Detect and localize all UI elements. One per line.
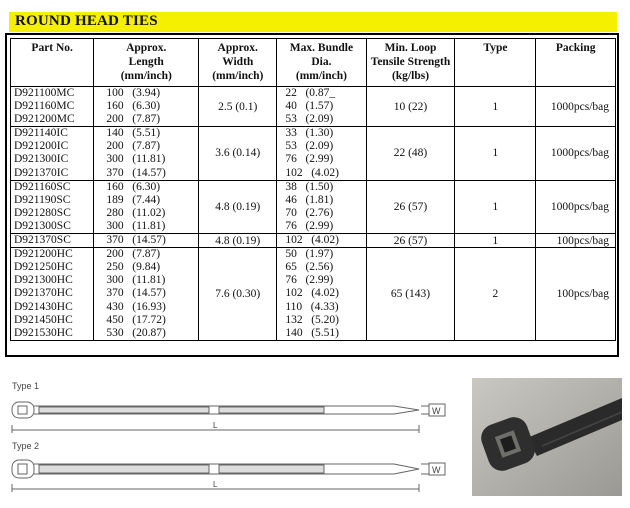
packing: 1000pcs/bag bbox=[536, 127, 616, 180]
page-title: ROUND HEAD TIES bbox=[15, 13, 158, 29]
bundle-dias: 22 (0.87_ 40 (1.57) 53 (2.09) bbox=[277, 87, 366, 127]
width: 3.6 (0.14) bbox=[199, 127, 277, 180]
col-bundle-dia: Max. Bundle Dia. (mm/inch) bbox=[277, 39, 366, 87]
type: 1 bbox=[455, 234, 536, 248]
lengths: 370 (14.57) bbox=[94, 234, 199, 248]
tie-photo bbox=[472, 378, 622, 496]
tensile: 26 (57) bbox=[366, 234, 455, 248]
bundle-dias: 38 (1.50) 46 (1.81) 70 (2.76) 76 (2.99) bbox=[277, 180, 366, 233]
part-numbers: D921140IC D921200IC D921300IC D921370IC bbox=[11, 127, 94, 180]
bundle-dias: 50 (1.97) 65 (2.56) 76 (2.99) 102 (4.02) 110 (4.33) 132 (5.20) 140 (5.51) bbox=[277, 248, 366, 341]
col-type: Type bbox=[455, 39, 536, 87]
type2-width-label: W bbox=[432, 465, 441, 475]
width: 2.5 (0.1) bbox=[199, 87, 277, 127]
tensile: 10 (22) bbox=[366, 87, 455, 127]
type2-label: Type 2 bbox=[12, 441, 40, 451]
col-length: Approx. Length (mm/inch) bbox=[94, 39, 199, 87]
type: 1 bbox=[455, 87, 536, 127]
part-numbers: D921100MC D921160MC D921200MC bbox=[11, 87, 94, 127]
lengths: 200 (7.87) 250 (9.84) 300 (11.81) 370 (14.57) 430 (16.93) 450 (17.72) 530 (20.87) bbox=[94, 248, 199, 341]
lengths: 160 (6.30) 189 (7.44) 280 (11.02) 300 (11.81) bbox=[94, 180, 199, 233]
spec-table bbox=[10, 38, 616, 341]
table-row bbox=[11, 127, 616, 180]
header-row bbox=[11, 39, 616, 87]
tie-diagram bbox=[9, 375, 464, 500]
type1-length-label: L bbox=[213, 421, 218, 430]
table-row bbox=[11, 234, 616, 248]
type1-width-label: W bbox=[432, 406, 441, 416]
type: 1 bbox=[455, 127, 536, 180]
tensile: 22 (48) bbox=[366, 127, 455, 180]
type: 1 bbox=[455, 180, 536, 233]
type1-label: Type 1 bbox=[12, 381, 40, 391]
type: 2 bbox=[455, 248, 536, 341]
packing: 100pcs/bag bbox=[536, 248, 616, 341]
width: 7.6 (0.30) bbox=[199, 248, 277, 341]
tensile: 65 (143) bbox=[366, 248, 455, 341]
col-tensile: Min. Loop Tensile Strength (kg/lbs) bbox=[366, 39, 455, 87]
table-row bbox=[11, 180, 616, 233]
tensile: 26 (57) bbox=[366, 180, 455, 233]
type2-length-label: L bbox=[213, 480, 218, 489]
spec-table-frame bbox=[5, 33, 619, 357]
title-bar bbox=[9, 12, 617, 32]
type2-tie-drawing bbox=[12, 460, 445, 492]
type1-tie-drawing bbox=[12, 402, 445, 433]
width: 4.8 (0.19) bbox=[199, 234, 277, 248]
lengths: 140 (5.51) 200 (7.87) 300 (11.81) 370 (14.57) bbox=[94, 127, 199, 180]
bundle-dias: 33 (1.30) 53 (2.09) 76 (2.99) 102 (4.02) bbox=[277, 127, 366, 180]
col-width: Approx. Width (mm/inch) bbox=[199, 39, 277, 87]
bundle-dias: 102 (4.02) bbox=[277, 234, 366, 248]
part-numbers: D921200HC D921250HC D921300HC D921370HC D921430HC D921450HC D921530HC bbox=[11, 248, 94, 341]
col-part-no: Part No. bbox=[11, 39, 94, 87]
table-row bbox=[11, 87, 616, 127]
lengths: 100 (3.94) 160 (6.30) 200 (7.87) bbox=[94, 87, 199, 127]
table-row bbox=[11, 248, 616, 341]
width: 4.8 (0.19) bbox=[199, 180, 277, 233]
col-packing: Packing bbox=[536, 39, 616, 87]
part-numbers: D921370SC bbox=[11, 234, 94, 248]
packing: 1000pcs/bag bbox=[536, 180, 616, 233]
part-numbers: D921160SC D921190SC D921280SC D921300SC bbox=[11, 180, 94, 233]
packing: 1000pcs/bag bbox=[536, 87, 616, 127]
packing: 100pcs/bag bbox=[536, 234, 616, 248]
